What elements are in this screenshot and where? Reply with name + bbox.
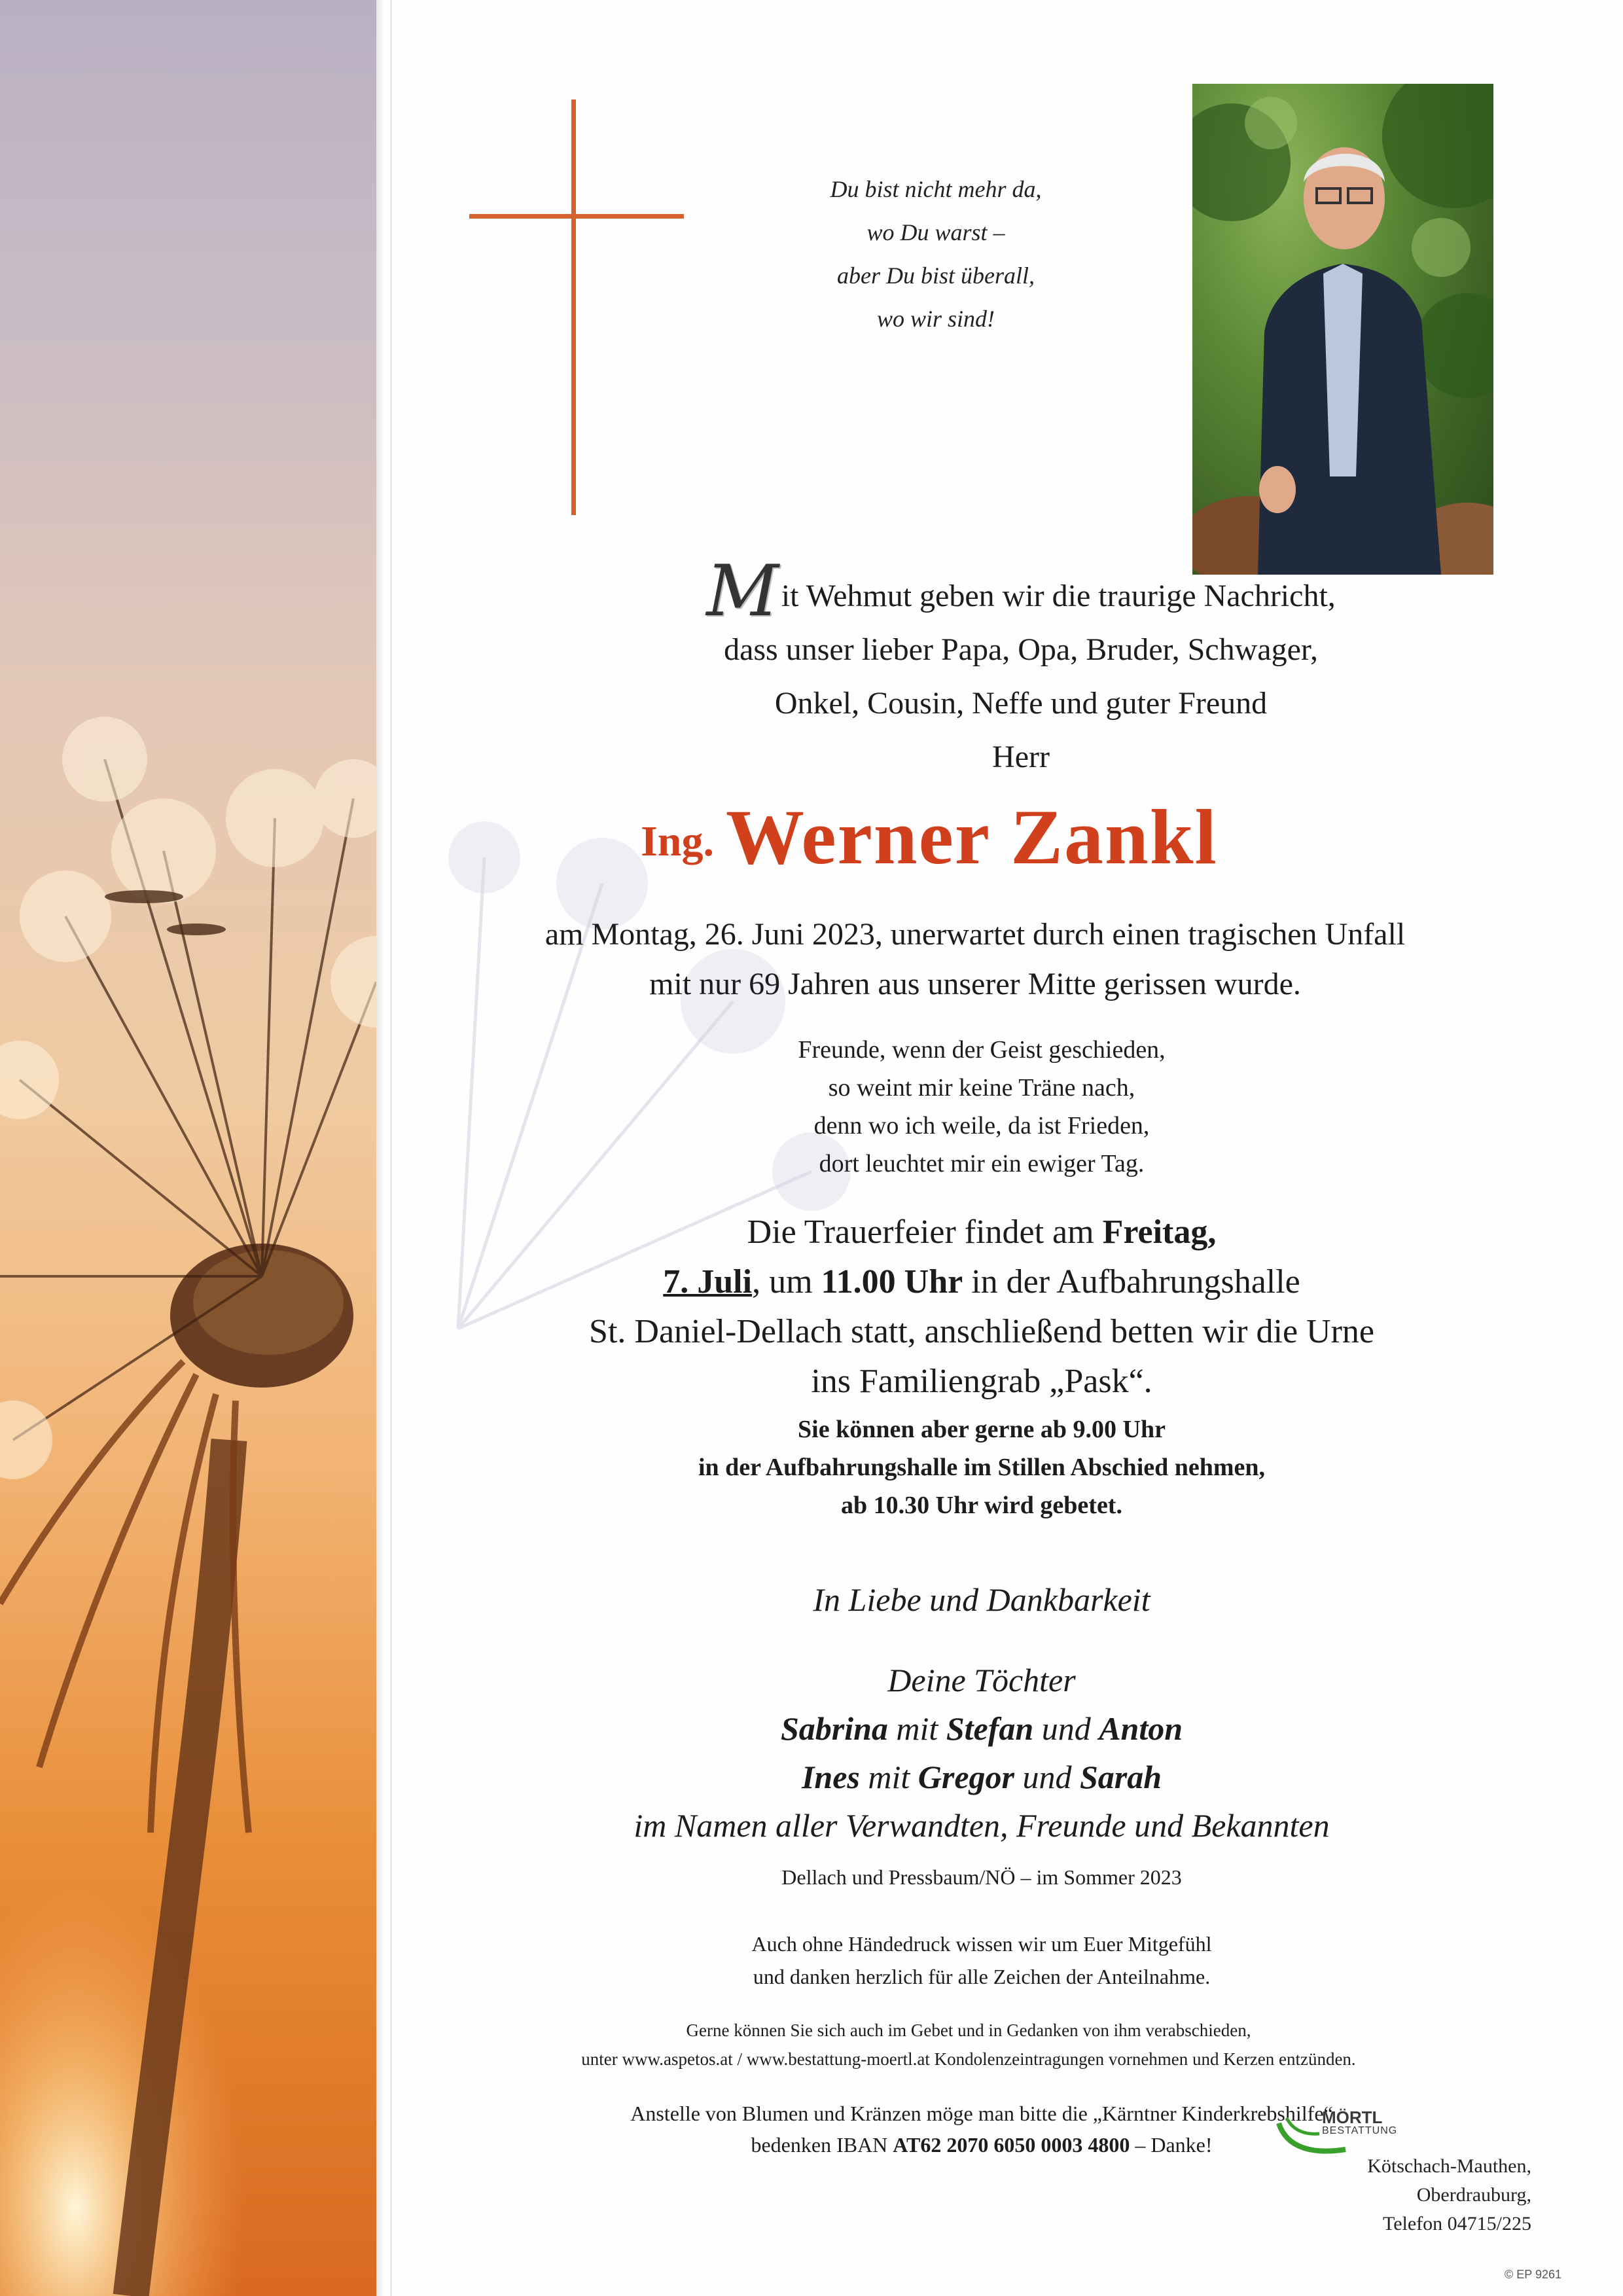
verse-line: dort leuchtet mir ein ewiger Tag. — [819, 1150, 1145, 1177]
viewing-line: ab 10.30 Uhr wird gebetet. — [841, 1492, 1122, 1519]
online-condolence — [419, 2016, 1518, 2073]
family-connector: und — [1033, 1710, 1099, 1747]
funeral-details — [497, 1208, 1466, 1407]
portrait-photo — [1192, 84, 1493, 575]
death-notice — [458, 910, 1492, 1009]
closing-phrase: In Liebe und Dankbarkeit — [813, 1581, 1150, 1618]
family-name: Sarah — [1079, 1759, 1162, 1795]
donation-text: – Danke! — [1130, 2133, 1213, 2157]
ceremony-time: 11.00 Uhr — [821, 1263, 963, 1300]
undertaker-address — [1367, 2152, 1531, 2238]
announcement-intro — [589, 550, 1453, 784]
cross-icon-vertical — [571, 99, 576, 515]
sympathy-note — [589, 1928, 1374, 1993]
family-connector: mit — [887, 1710, 946, 1747]
ceremony-text: Die Trauerfeier findet am — [747, 1213, 1103, 1251]
family-name: Stefan — [946, 1710, 1034, 1747]
strip-shadow — [376, 0, 384, 2296]
place-date: Dellach und Pressbaum/NÖ – im Sommer 2023 — [781, 1865, 1182, 1889]
verse-line: so weint mir keine Träne nach, — [828, 1074, 1135, 1102]
family-connector: mit — [859, 1759, 918, 1795]
poem-line: wo wir sind! — [876, 306, 995, 332]
poem-line: Du bist nicht mehr da, — [830, 176, 1042, 202]
ceremony-line: ins Familiengrab „Pask“. — [811, 1363, 1152, 1400]
ceremony-line: St. Daniel-Dellach statt, anschließend betten wir die Urne — [589, 1313, 1374, 1350]
intro-line: dass unser lieber Papa, Opa, Bruder, Schwager, — [724, 632, 1318, 667]
ceremony-text: in der Aufbahrungshalle — [963, 1263, 1300, 1300]
viewing-details — [576, 1410, 1387, 1524]
family-name: Gregor — [918, 1759, 1014, 1795]
verse-line: Freunde, wenn der Geist geschieden, — [798, 1036, 1166, 1064]
ceremony-date: 7. Juli — [663, 1263, 753, 1300]
online-line: Gerne können Sie sich auch im Gebet und in Gedanken von ihm verabschieden, — [686, 2020, 1251, 2040]
death-line: mit nur 69 Jahren aus unserer Mitte gerissen wurde. — [649, 967, 1301, 1001]
family-line: im Namen aller Verwandten, Freunde und Bekannten — [633, 1807, 1330, 1844]
poem — [746, 168, 1126, 340]
online-line: unter www.aspetos.at / www.bestattung-moertl.at Kondolenzeintragungen vornehmen und Kerzen entzünden. — [581, 2049, 1356, 2069]
ceremony-day: Freitag, — [1102, 1213, 1217, 1251]
academic-title: Ing. — [641, 817, 715, 865]
intro-line: Onkel, Cousin, Neffe und guter Freund — [774, 686, 1268, 721]
address-line: Kötschach-Mauthen, — [1367, 2155, 1531, 2177]
family-name: Ines — [801, 1759, 860, 1795]
full-name: Werner Zankl — [726, 793, 1218, 880]
family-name: Sabrina — [780, 1710, 888, 1747]
cross-icon-horizontal — [469, 214, 684, 219]
family-heading: Deine Töchter — [887, 1662, 1076, 1698]
ceremony-text: , um — [752, 1263, 821, 1300]
verse-line: denn wo ich weile, da ist Frieden, — [813, 1112, 1150, 1139]
logo-subtitle: BESTATTUNG — [1322, 2125, 1398, 2136]
address-line: Telefon 04715/225 — [1382, 2213, 1531, 2234]
logo-name: MÖRTL — [1322, 2108, 1383, 2127]
dandelion-illustration — [0, 0, 376, 2296]
viewing-line: Sie können aber gerne ab 9.00 Uhr — [798, 1416, 1166, 1443]
family-signature — [497, 1656, 1466, 1850]
family-connector: und — [1014, 1759, 1080, 1795]
donation-text: bedenken IBAN — [751, 2133, 893, 2157]
divider-line — [390, 0, 392, 2296]
poem-line: aber Du bist überall, — [837, 262, 1035, 289]
death-line: am Montag, 26. Juni 2023, unerwartet durch einen tragischen Unfall — [544, 917, 1406, 952]
sympathy-line: und danken herzlich für alle Zeichen der Anteilnahme. — [753, 1965, 1211, 1988]
address-line: Oberdrauburg, — [1416, 2184, 1531, 2206]
verse — [707, 1031, 1257, 1183]
dandelion-sunset-image — [0, 0, 376, 2296]
ornamental-initial: M — [706, 550, 779, 632]
sympathy-line: Auch ohne Händedruck wissen wir um Euer Mitgefühl — [751, 1932, 1212, 1956]
iban: AT62 2070 6050 0003 4800 — [893, 2133, 1130, 2157]
donation-line: Anstelle von Blumen und Kränzen möge man bitte die „Kärntner Kinderkrebshilfe“ — [630, 2102, 1333, 2125]
deceased-name — [497, 792, 1361, 882]
poem-line: wo Du warst – — [866, 219, 1005, 245]
footer-code: © EP 9261 — [1505, 2268, 1561, 2281]
intro-line: it Wehmut geben wir die traurige Nachricht, — [781, 579, 1336, 613]
intro-line: Herr — [992, 740, 1050, 774]
viewing-line: in der Aufbahrungshalle im Stillen Abschied nehmen, — [698, 1454, 1266, 1481]
family-name: Anton — [1099, 1710, 1183, 1747]
